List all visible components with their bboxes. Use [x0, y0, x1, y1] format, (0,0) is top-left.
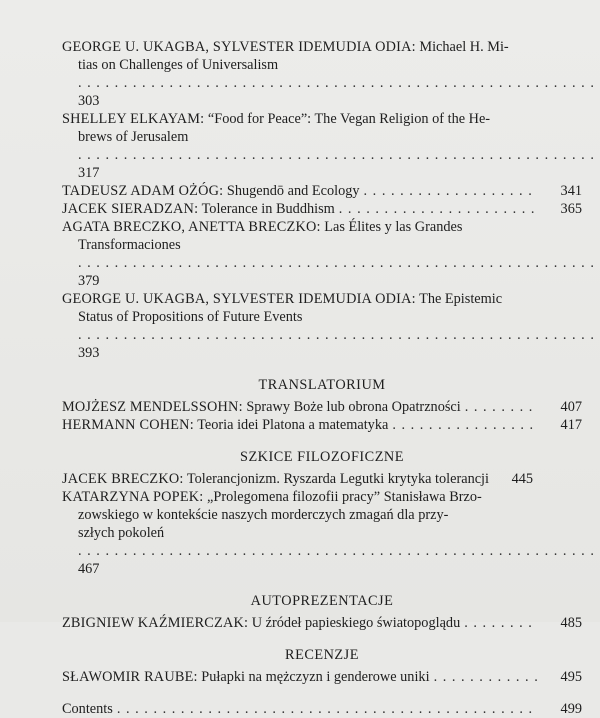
entry-author: GEORGE U. UKAGBA, SYLVESTER IDEMUDIA ODIA: — [62, 291, 416, 307]
entry-author: SŁAWOMIR RAUBE: — [62, 669, 198, 685]
toc-entry — [62, 110, 582, 182]
page-number: 393 — [78, 345, 100, 361]
leader-dots — [78, 327, 600, 343]
toc-entry-contents — [62, 700, 582, 718]
entry-author: AGATA BRECZKO, ANETTA BRECZKO: — [62, 219, 321, 235]
entry-author: ZBIGNIEW KAŹMIERCZAK: — [62, 615, 249, 631]
entry-title-cont: Transformaciones — [78, 237, 181, 253]
entry-title: Michael H. Mi- — [415, 39, 509, 55]
toc-entry — [62, 182, 582, 200]
toc-entry — [62, 614, 582, 632]
toc-entry — [62, 416, 582, 434]
leader-dots — [78, 75, 600, 91]
entry-title: Tolerancjonizm. Ryszarda Legutki krytyka tolerancji — [183, 471, 490, 487]
page-number: 341 — [560, 183, 582, 199]
page-number: 445 — [511, 471, 534, 487]
entry-author: HERMANN COHEN: — [62, 417, 194, 433]
entry-title: U źródeł papieskiego światopoglądu — [248, 615, 461, 631]
toc-entry — [62, 398, 582, 416]
section-heading: TRANSLATORIUM — [258, 377, 386, 393]
toc-entry — [62, 470, 582, 488]
entry-title-cont: zowskiego w kontekście naszych morderczych zmagań dla przy- — [78, 507, 449, 523]
section-heading: SZKICE FILOZOFICZNE — [240, 449, 404, 465]
entry-title-cont: tias on Challenges of Universalism — [78, 57, 279, 73]
entry-title-cont: Status of Propositions of Future Events — [78, 309, 303, 325]
entry-author: KATARZYNA POPEK: — [62, 489, 204, 505]
entry-title: Teoria idei Platona a matematyka — [193, 417, 389, 433]
toc-entry — [62, 290, 582, 362]
entry-title-cont: brews of Jerusalem — [78, 129, 189, 145]
entry-title: Pułapki na mężczyzn i genderowe uniki — [197, 669, 430, 685]
leader-dots — [117, 700, 538, 718]
leader-dots — [78, 147, 600, 163]
entry-author: JACEK SIERADZAN: — [62, 201, 199, 217]
page-number: 467 — [78, 561, 100, 577]
entry-title: “Food for Peace”: The Vegan Religion of the He- — [204, 111, 491, 127]
toc-entry — [62, 668, 582, 686]
page-number: 365 — [560, 201, 582, 217]
entry-author: JACEK BRECZKO: — [62, 471, 184, 487]
toc-entry — [62, 218, 582, 290]
page-number: 485 — [560, 615, 582, 631]
page-number: 417 — [560, 417, 582, 433]
page-number: 407 — [560, 399, 582, 415]
page-number: 499 — [560, 701, 582, 717]
toc-entry — [62, 38, 582, 110]
section-heading: RECENZJE — [285, 647, 359, 663]
leader-dots — [465, 398, 538, 416]
entry-author: SHELLEY ELKAYAM: — [62, 111, 205, 127]
section-heading: AUTOPREZENTACJE — [250, 593, 394, 609]
page-number: 379 — [78, 273, 100, 289]
entry-title: The Epistemic — [415, 291, 503, 307]
leader-dots — [364, 182, 538, 200]
toc-entry — [62, 200, 582, 218]
entry-author: GEORGE U. UKAGBA, SYLVESTER IDEMUDIA ODIA: — [62, 39, 416, 55]
toc-entry — [62, 488, 582, 578]
entry-title: Tolerance in Buddhism — [198, 201, 335, 217]
entry-title: Las Élites y las Grandes — [320, 219, 463, 235]
page-number: 495 — [560, 669, 582, 685]
leader-dots — [392, 416, 538, 434]
page-number: 303 — [78, 93, 100, 109]
entry-title: „Prolegomena filozofii pracy” Stanisława Brzo- — [203, 489, 482, 505]
entry-author: TADEUSZ ADAM OŻÓG: — [62, 183, 224, 199]
leader-dots — [339, 200, 538, 218]
entry-title-cont: szłych pokoleń — [78, 525, 165, 541]
entry-title: Shugendō and Ecology — [223, 183, 360, 199]
page-number: 317 — [78, 165, 100, 181]
entry-author: MOJŻESZ MENDELSSOHN: — [62, 399, 243, 415]
leader-dots — [464, 614, 538, 632]
table-of-contents — [62, 38, 582, 718]
leader-dots — [434, 668, 538, 686]
leader-dots — [78, 543, 600, 559]
leader-dots — [78, 255, 600, 271]
entry-title: Sprawy Boże lub obrona Opatrzności — [242, 399, 461, 415]
entry-title: Contents — [62, 701, 113, 717]
